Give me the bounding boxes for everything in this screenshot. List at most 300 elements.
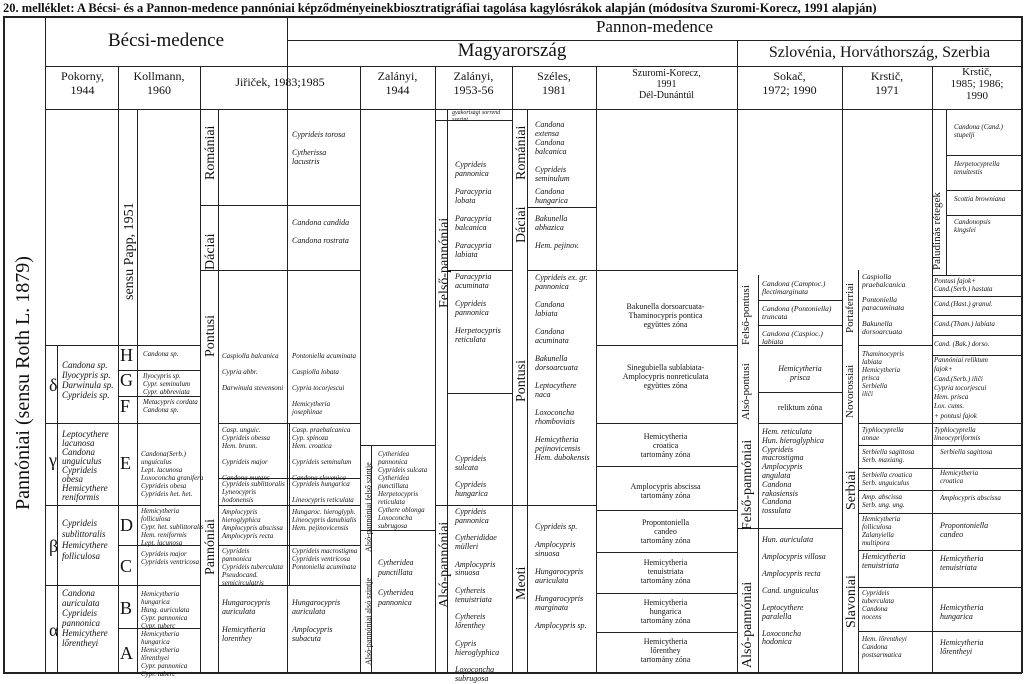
label-romaniai: Romániai xyxy=(203,125,218,180)
species-entry: Cyprideis xyxy=(455,506,487,516)
species-entry: Cyprideis xyxy=(62,608,97,618)
grid-line xyxy=(1021,16,1023,673)
grid-line xyxy=(596,593,737,594)
species-entry: Candona slovenica xyxy=(292,474,346,482)
zone-B: B xyxy=(120,598,133,618)
label-also-pannoniai-2: Alsó-pannóniai xyxy=(740,581,755,668)
species-list xyxy=(862,552,906,570)
species-entry: Cand.(Serb.) iliči xyxy=(934,374,983,383)
species-entry xyxy=(535,531,587,540)
species-entry: annae xyxy=(862,434,880,442)
species-list xyxy=(862,426,904,442)
species-list xyxy=(862,515,900,547)
label-sensu-papp: sensu Papp, 1951 xyxy=(122,202,137,300)
species-entry: extensa xyxy=(535,129,559,138)
grid-line xyxy=(858,345,932,346)
species-entry: postsarmatica xyxy=(862,651,902,659)
species-list xyxy=(954,123,1003,139)
grid-line xyxy=(758,325,842,326)
species-entry: Hemicytheria xyxy=(292,400,331,408)
species-entry: Candona (Cand.) xyxy=(954,123,1003,131)
species-entry: Cypr. abbreviata xyxy=(143,388,190,396)
zone-alpha: α xyxy=(49,620,59,640)
species-entry: tartomány zóna xyxy=(640,450,691,459)
species-entry: Leptocythere xyxy=(762,603,804,612)
species-entry: Herpetocyprella xyxy=(954,160,1000,168)
species-entry xyxy=(535,291,590,300)
species-list xyxy=(762,428,824,516)
species-list xyxy=(862,448,914,464)
species-entry: Loxoconcha xyxy=(455,665,495,675)
zone-H: H xyxy=(120,345,133,365)
species-entry: pannonica xyxy=(378,598,412,607)
species-list xyxy=(762,536,826,647)
species-entry: seminulum xyxy=(535,174,570,183)
species-entry: Cyprideis sp. xyxy=(62,390,110,400)
species-entry: Candona sp. xyxy=(62,360,108,370)
species-entry: Candona xyxy=(535,120,565,129)
species-entry xyxy=(222,616,270,625)
species-entry: auriculata xyxy=(292,607,326,616)
zone-D: D xyxy=(120,515,133,535)
species-entry: Amplocypris nonreticulata xyxy=(622,372,709,381)
grid-line xyxy=(287,16,288,673)
label-felso-pannoniai-2: Felső-pannóniai xyxy=(740,439,755,530)
page-caption: 20. melléklet: A Bécsi- és a Pannon-medence pannóniai képződményeinekbiosztratigráfiai tagolása kagylósrákok alapján (módosítva Szuromi-Korecz, 1991 alapján) xyxy=(3,1,877,15)
species-entry: Propontoniella xyxy=(641,518,690,527)
species-entry: Hem. reticulata xyxy=(762,427,812,436)
species-entry: tuberculata xyxy=(862,597,895,605)
label-felso-pontusi: Felső-pontusi xyxy=(740,285,752,345)
species-entry: reticulata xyxy=(378,498,405,506)
species-list xyxy=(292,426,351,482)
species-list xyxy=(940,521,988,539)
species-entry: Cypris xyxy=(455,638,477,648)
species-entry: lacustris xyxy=(292,157,320,166)
species-entry: angulata xyxy=(762,470,791,480)
species-entry: Amplocypris xyxy=(535,540,576,549)
species-list xyxy=(940,469,978,485)
grid-line xyxy=(932,490,1022,491)
grid-line xyxy=(932,335,1022,336)
label-meoti: Meoti xyxy=(514,566,529,600)
grid-line xyxy=(858,468,932,469)
species-entry: Metacypris cordata xyxy=(143,398,198,406)
species-entry xyxy=(535,372,590,381)
species-entry: Bakunella dorsoarcuata- xyxy=(626,302,705,311)
species-entry: Loxoconcha xyxy=(378,514,413,522)
species-list xyxy=(862,635,907,659)
grid-line xyxy=(596,270,737,271)
grid-line xyxy=(932,315,1022,316)
species-entry: auriculata xyxy=(62,598,100,608)
grid-line xyxy=(45,66,287,67)
grid-line xyxy=(596,510,737,511)
grid-line xyxy=(758,300,842,301)
species-entry: Bakunella xyxy=(535,354,568,363)
species-list xyxy=(862,589,894,621)
species-entry: Cypr. tuberc xyxy=(141,670,176,678)
species-entry xyxy=(455,205,491,214)
species-entry: dorsoarcuata xyxy=(535,363,578,372)
grid-line xyxy=(596,66,597,673)
grid-line xyxy=(932,445,1022,446)
species-entry: folliculosa xyxy=(862,523,892,531)
species-list xyxy=(862,493,905,509)
species-entry: folliculosa xyxy=(141,515,171,523)
grid-line xyxy=(527,270,596,271)
species-entry: Hemicytheria xyxy=(940,554,984,563)
species-entry: Cypr. seminulum xyxy=(143,380,191,388)
species-entry: josephinae xyxy=(292,408,323,416)
species-entry: Cyprideis xyxy=(222,547,250,555)
species-entry: Hungaroc. hieroglyph. xyxy=(292,508,356,516)
species-entry: tartomány zóna xyxy=(640,576,691,585)
species-entry: Cyprideis sublittoralis xyxy=(222,480,285,488)
species-entry: Serbiella croatica xyxy=(862,471,913,479)
species-entry: Serb. maxiang. xyxy=(862,456,905,464)
species-entry: auriculata xyxy=(222,607,256,616)
species-entry: Hem. pejinovicensis xyxy=(292,524,349,532)
grid-line xyxy=(118,505,200,506)
species-entry: subrugosa xyxy=(455,673,489,683)
species-list xyxy=(934,356,988,421)
species-entry: Hemicytheria xyxy=(141,630,180,638)
species-entry xyxy=(535,612,587,621)
species-entry: Cypr. het. sublittoralis xyxy=(141,523,204,531)
label-portaferriai: Portaferriai xyxy=(844,282,856,333)
species-entry: Cytheridea xyxy=(378,588,414,597)
grid-line xyxy=(200,109,201,673)
label-felso-pannoniai: Felső-pannóniai xyxy=(437,217,452,308)
grid-line xyxy=(932,66,933,673)
zone-F: F xyxy=(120,396,131,416)
species-entry: Pontoniella acuminata xyxy=(292,352,356,360)
species-entry: Cyprideis xyxy=(455,454,487,463)
header-becsi: Bécsi-medence xyxy=(107,30,225,51)
species-list xyxy=(940,603,984,621)
species-entry xyxy=(222,360,283,368)
species-entry: Candona xyxy=(762,479,792,489)
species-entry: tenuistriata xyxy=(647,567,684,576)
grid-line xyxy=(596,632,737,633)
species-list xyxy=(954,160,1000,176)
species-entry: Candona sp. xyxy=(143,350,179,358)
zone-C: C xyxy=(120,556,133,576)
species-entry: Cypr. pannonica xyxy=(141,662,188,670)
species-entry: Cythereis xyxy=(455,612,486,622)
label-novorossiai: Novorossiai xyxy=(844,364,856,418)
species-entry: Thaminocypris xyxy=(862,350,904,358)
header-szlov: Szlovénia, Horváthország, Szerbia xyxy=(768,44,991,61)
species-entry: Hun. hieroglyphica xyxy=(762,435,824,445)
species-list xyxy=(292,547,357,571)
species-entry: candeo xyxy=(654,527,677,536)
species-entry xyxy=(535,318,590,327)
species-entry: Candona(Serb.) xyxy=(141,450,186,458)
author-szeles: Széles, 1981 xyxy=(537,69,571,97)
author-kollmann: Kollmann, 1960 xyxy=(133,69,185,97)
species-entry: naca xyxy=(535,390,551,399)
species-entry: Amplocypris xyxy=(292,625,333,634)
species-list xyxy=(770,364,830,382)
species-entry: punctillata xyxy=(378,568,413,577)
species-entry: Cyprideis ventricosa xyxy=(292,555,351,563)
grid-line xyxy=(932,550,1022,551)
species-entry xyxy=(292,466,351,474)
species-entry: Cythereis xyxy=(455,585,486,595)
species-entry xyxy=(222,376,283,384)
zone-beta: β xyxy=(49,536,59,556)
species-entry: Cyprideis tuberculata xyxy=(222,563,283,571)
species-entry: reniformis xyxy=(62,492,100,502)
label-also-pontusi: Alsó-pontusi xyxy=(740,363,752,420)
species-entry: Amplocypris recta xyxy=(222,532,274,540)
species-entry: subrugosa xyxy=(378,522,408,530)
species-entry: Cand.(Serb.) hastata xyxy=(934,285,993,293)
species-entry: Ilyocypris sp. xyxy=(143,372,181,380)
header-magyar: Magyarország xyxy=(457,40,567,61)
species-entry: Candona (Camptoc.) xyxy=(762,279,826,288)
grid-line xyxy=(758,275,759,673)
species-list xyxy=(934,340,989,348)
species-entry: folliculosa xyxy=(62,551,100,561)
species-entry: Serbiella sagittosa xyxy=(940,448,993,456)
grid-line xyxy=(137,109,138,673)
species-entry: Hemicytheria xyxy=(643,558,688,567)
species-entry: lőrentheyi xyxy=(940,647,973,656)
species-entry: Lyneocypris xyxy=(222,488,257,496)
species-entry: Caspiolla xyxy=(862,272,892,281)
species-list xyxy=(940,554,984,572)
grid-line xyxy=(200,270,360,271)
species-entry: Cyprideis het. het. xyxy=(141,490,193,498)
grid-line xyxy=(512,505,596,506)
grid-line xyxy=(858,513,932,514)
species-entry: tartomány zóna xyxy=(640,616,691,625)
species-entry: sinuosa xyxy=(455,568,480,578)
species-entry: tenuistriata xyxy=(455,594,492,604)
grid-line xyxy=(842,66,843,673)
species-entry: Candona xyxy=(62,447,96,457)
species-entry: pannonica xyxy=(455,515,489,525)
species-entry: tenuistriata xyxy=(940,563,977,572)
zone-E: E xyxy=(120,453,131,473)
species-entry: mülleri xyxy=(455,541,479,551)
species-entry: Amplocypris xyxy=(455,559,496,569)
header-pannon: Pannon-medence xyxy=(595,17,714,36)
species-entry: lőrentheyi xyxy=(62,638,99,648)
grid-line xyxy=(932,513,1022,514)
species-entry: Pseudocand. xyxy=(222,571,258,579)
grid-line xyxy=(596,552,737,553)
species-entry: Candona rostrata xyxy=(292,236,349,245)
species-list xyxy=(455,272,501,344)
grid-line xyxy=(596,345,737,346)
species-list xyxy=(862,350,904,398)
species-entry: Pannóniai reliktum xyxy=(934,356,988,364)
species-entry: Cyprideis macrostigma xyxy=(292,547,358,555)
species-entry: dorsoarcuata xyxy=(862,326,903,336)
species-entry: hieroglyphica xyxy=(222,516,261,524)
species-entry: Cyprideis xyxy=(862,589,890,597)
species-entry: Hemicytheria xyxy=(862,366,901,374)
species-entry: sulcata xyxy=(455,462,479,472)
species-entry: Cyprideis xyxy=(455,480,487,490)
species-entry: auriculata xyxy=(535,576,569,585)
species-entry: Paracypria xyxy=(455,241,492,250)
species-entry: Darwinula stevensoni xyxy=(222,384,284,392)
species-entry: Cyprideis obesa xyxy=(141,482,187,490)
species-entry: Candonopsis xyxy=(954,218,991,226)
species-list xyxy=(62,588,108,648)
species-entry: Herpetocypris xyxy=(455,326,501,335)
species-entry: abhazica xyxy=(535,223,564,232)
species-list xyxy=(141,507,204,547)
species-entry: Cypr. pannonica xyxy=(141,614,188,622)
species-entry: hieroglyphica xyxy=(455,647,500,657)
species-entry: praebalcanica xyxy=(862,279,906,289)
grid-line xyxy=(512,66,513,673)
species-entry xyxy=(455,317,501,326)
species-entry: Pontoniella acuminata xyxy=(292,563,356,571)
species-entry: Candona (Pontoniella) xyxy=(762,304,832,313)
species-entry: Amplocypris villosa xyxy=(762,552,826,561)
grid-line xyxy=(858,490,932,491)
label-pannoniai-roth: Pannóniai (sensu Roth L. 1879) xyxy=(12,256,34,510)
species-entry: Hem. reniformis xyxy=(141,531,187,539)
species-entry: Paracypria xyxy=(455,214,492,223)
species-entry: Amplocypris abscissa xyxy=(940,494,1001,502)
author-zalanyi-1944: Zalányi, 1944 xyxy=(377,69,418,97)
species-entry: Cythere oblonga xyxy=(378,506,425,514)
species-entry: Hemicytheria xyxy=(940,469,979,477)
label-pontusi-2: Pontusi xyxy=(514,359,529,402)
species-entry xyxy=(455,178,491,187)
species-entry: Hemicythere xyxy=(62,483,108,493)
species-entry: Candona candida xyxy=(292,218,350,227)
grid-line xyxy=(758,392,842,393)
species-entry xyxy=(535,232,579,241)
zone-A: A xyxy=(120,643,133,663)
grid-line xyxy=(932,423,1022,424)
species-entry: Cyprideis xyxy=(455,299,487,308)
species-entry: Cyprideis xyxy=(62,465,97,475)
species-entry xyxy=(292,616,340,625)
species-entry: stupelji xyxy=(954,131,975,139)
label-serbiai: Serbiai xyxy=(844,470,859,510)
species-entry: pannonica xyxy=(222,555,252,563)
species-list xyxy=(141,630,187,678)
species-entry: Leptocythere xyxy=(62,429,109,439)
species-entry: pannonica xyxy=(455,169,489,178)
label-romaniai-2: Romániai xyxy=(514,125,529,180)
species-entry: Cypria tocorjescui xyxy=(934,383,987,392)
grid-line xyxy=(360,445,435,446)
species-list xyxy=(535,273,590,462)
species-list xyxy=(292,508,356,532)
species-entry: Thaminocypris pontica xyxy=(628,311,703,320)
species-list xyxy=(934,300,993,308)
species-entry xyxy=(535,345,590,354)
species-entry: Loxoconcha xyxy=(762,628,802,638)
species-list xyxy=(141,590,189,630)
species-list xyxy=(603,518,728,545)
grid-line xyxy=(758,423,842,424)
species-entry: sublittoralis xyxy=(62,529,106,539)
species-entry: punctillata xyxy=(378,482,409,490)
grid-line xyxy=(447,393,512,394)
species-entry: Lept. lacunosa xyxy=(141,466,183,474)
species-list xyxy=(862,273,905,335)
species-entry: hungarica xyxy=(535,196,568,205)
species-entry: fajok+ xyxy=(934,365,953,374)
species-entry: tartomány zóna xyxy=(640,536,691,545)
species-entry: Serbiella sagittosa xyxy=(862,448,915,456)
species-entry: tossulata xyxy=(762,506,791,516)
species-entry: Typhlocyprella xyxy=(862,426,904,434)
grid-line xyxy=(447,270,512,271)
grid-line xyxy=(596,466,737,467)
species-entry: Cyprideis ex. gr. xyxy=(535,273,588,282)
species-entry: pejinovicensis xyxy=(535,444,581,453)
species-list xyxy=(292,480,354,504)
species-list xyxy=(770,403,830,412)
label-slavoniai: Slavoniai xyxy=(844,575,859,628)
species-entry: Hemicytheria xyxy=(778,364,822,373)
grid-line xyxy=(858,587,932,588)
species-entry xyxy=(292,227,349,236)
species-entry: Cyprideis sulcata xyxy=(378,466,428,474)
label-also-felso-szint: Alsó-pannóniai felső szintje xyxy=(364,462,373,552)
species-entry: Amplocypris sp. xyxy=(535,621,587,630)
species-list xyxy=(603,637,728,664)
species-list xyxy=(222,480,285,504)
species-entry: + pontusi fajok xyxy=(934,411,977,420)
species-entry: Candona xyxy=(762,497,792,507)
species-entry: Cyprideis xyxy=(535,165,567,174)
species-entry: Caspiolla lobata xyxy=(292,368,339,376)
species-list xyxy=(143,350,178,358)
species-entry: tartomány zóna xyxy=(640,491,691,500)
species-entry: Paracypria xyxy=(455,187,492,196)
species-list xyxy=(603,302,728,329)
species-entry: marginata xyxy=(535,603,569,612)
species-entry: lőrenthey xyxy=(650,646,681,655)
species-entry: Hungarocypris xyxy=(535,594,584,603)
zone-delta: δ xyxy=(49,375,58,395)
species-entry: Darwinula sp. xyxy=(62,380,114,390)
species-entry: lőrenthyei xyxy=(141,654,170,662)
species-entry: Cyprideis xyxy=(62,518,97,528)
grid-line xyxy=(946,155,1022,156)
species-entry: Candona sp. xyxy=(143,406,179,414)
author-krstic-1971: Krstič, 1971 xyxy=(870,69,904,97)
species-entry: Ilyocypris sp. xyxy=(62,370,111,380)
species-list xyxy=(603,363,728,390)
species-entry: Hem. prisca xyxy=(934,393,969,402)
species-entry: Candona xyxy=(862,605,888,613)
species-entry: unguiculus xyxy=(62,456,102,466)
species-entry xyxy=(222,450,270,458)
species-entry: croatica xyxy=(940,477,964,485)
species-entry: acuminata xyxy=(535,336,569,345)
species-list xyxy=(141,550,199,566)
species-list xyxy=(222,508,283,540)
species-entry: Hemicytheria xyxy=(643,637,688,646)
species-entry: multipora xyxy=(862,539,890,547)
species-entry: Hemicytheria xyxy=(862,552,906,561)
